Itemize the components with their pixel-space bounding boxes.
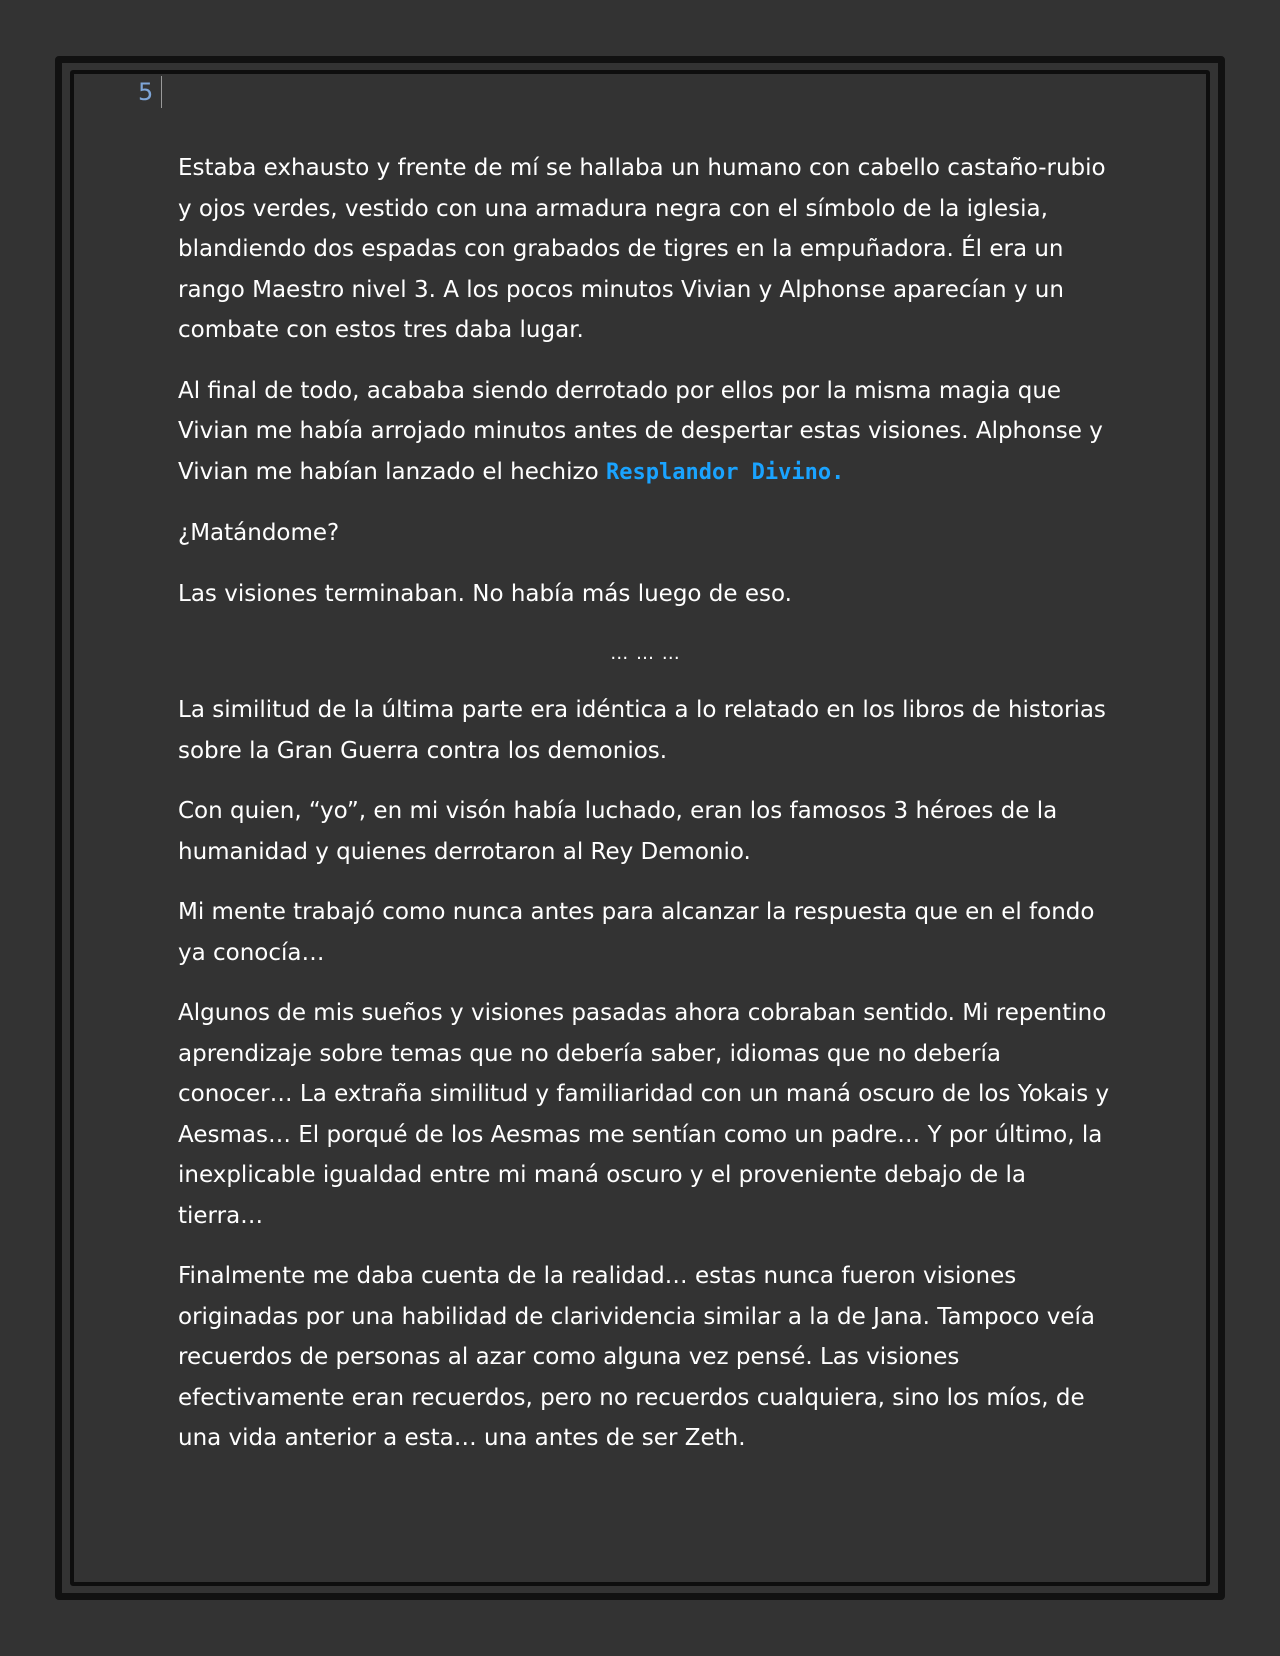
paragraph-3: ¿Matándome? [178,520,340,546]
paragraph-8: Algunos de mis sueños y visiones pasadas ahora cobraban sentido. Mi repentino aprendizaje sobre temas que no debería saber, idiomas que no debería conocer… La extraña similitud y familiaridad con un maná oscuro de los Yokais y Aesmas… El porqué de los Aesmas me sentían como un padre… Y por último, la inexplicable igualdad entre mi maná oscuro y el proveniente debajo de la tierra… [178,1000,1110,1229]
paragraph-2 [178,371,1113,494]
spell-name: Resplandor Divino. [605,459,845,485]
body-text [178,148,1113,1479]
paragraph-7: Mi mente trabajó como nunca antes para alcanzar la respuesta que en el fondo ya conocía… [178,899,1095,966]
paragraph-2-text: Al final de todo, acababa siendo derrotado por ellos por la misma magia que Vivian me había arrojado minutos antes de despertar estas visiones. Alphonse y Vivian me habían lanzado el hechizo [178,377,1103,485]
page-number: 5 [138,76,162,108]
paragraph-4: Las visiones terminaban. No había más luego de eso. [178,580,792,607]
scene-separator: … … … [610,643,681,664]
paragraph-6: Con quien, “yo”, en mi visón había luchado, eran los famosos 3 héroes de la humanidad y quienes derrotaron al Rey Demonio. [178,798,1058,865]
paragraph-9: Finalmente me daba cuenta de la realidad… estas nunca fueron visiones originadas por una habilidad de clarividencia similar a la de Jana. Tampoco veía recuerdos de personas al azar como alguna vez pensé. Las visiones efectivamente eran recuerdos, pero no recuerdos cualquiera, sino los míos, de una vida anterior a esta… una antes de ser Zeth. [178,1263,1095,1451]
paragraph-5: La similitud de la última parte era idéntica a lo relatado en los libros de historias sobre la Gran Guerra contra los demonios. [178,697,1106,764]
paragraph-1: Estaba exhausto y frente de mí se hallaba un humano con cabello castaño-rubio y ojos verdes, vestido con una armadura negra con el símbolo de la iglesia, blandiendo dos espadas con grabados de tigres en la empuñadora. Él era un rango Maestro nivel 3. A los pocos minutos Vivian y Alphonse aparecían y un combate con estos tres daba lugar. [178,155,1106,343]
